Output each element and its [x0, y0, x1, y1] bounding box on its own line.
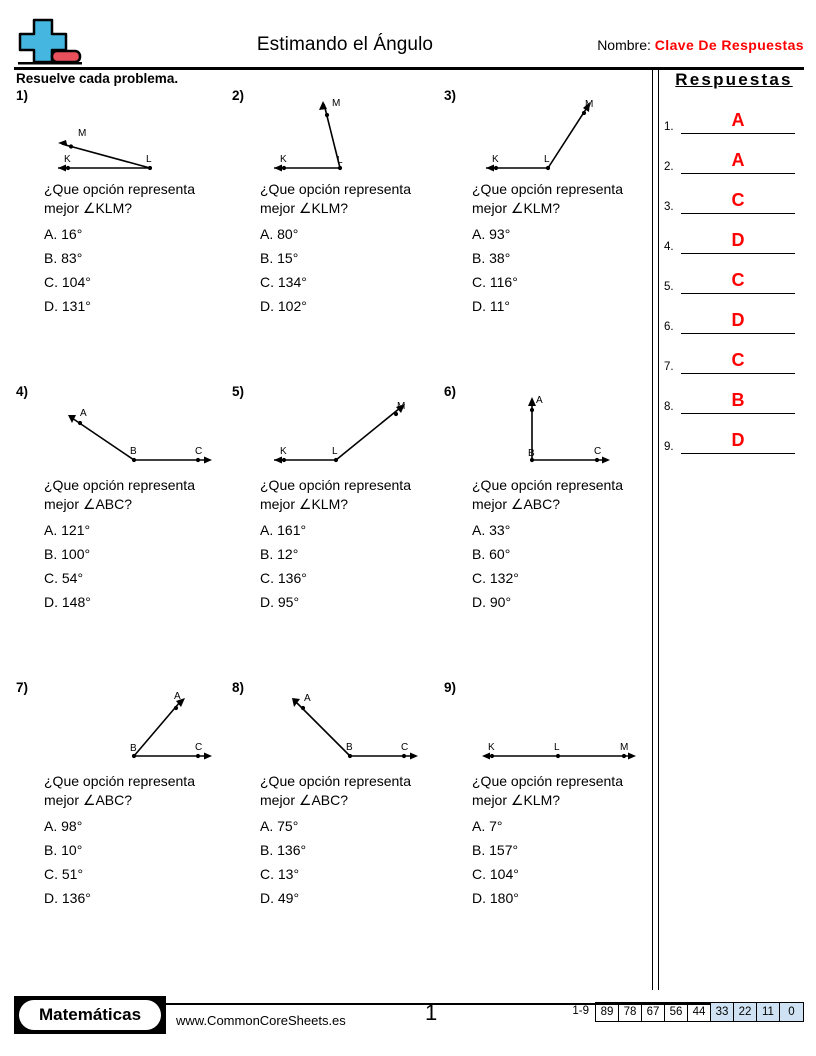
vertex-label: B: [528, 448, 535, 459]
choice-list: [472, 518, 652, 614]
angle-figure-4: [38, 392, 224, 476]
answer-key-title: Respuestas: [675, 70, 793, 89]
instructions-text: Resuelve cada problema.: [16, 71, 179, 86]
choice-list: [260, 814, 440, 910]
problem-number: 4): [16, 384, 29, 399]
ray1-label: C: [195, 742, 203, 753]
vertex-label: L: [332, 446, 338, 457]
choice-b[interactable]: B. 15°: [260, 250, 299, 266]
choice-b[interactable]: B. 60°: [472, 546, 511, 562]
question-text: ¿Que opción representa mejor ∠ABC?: [44, 773, 195, 808]
choice-b[interactable]: B. 38°: [472, 250, 511, 266]
page-title: Estimando el Ángulo: [256, 34, 434, 55]
page-number: 1: [425, 1000, 438, 1025]
choice-c[interactable]: C. 132°: [472, 570, 519, 586]
choice-a[interactable]: A. 121°: [44, 522, 91, 538]
ray2-label: M: [397, 401, 406, 412]
choice-list: [472, 814, 652, 910]
answer-value: A: [731, 110, 745, 130]
plus-minus-logo-icon: [14, 16, 86, 66]
answer-value: B: [731, 390, 745, 410]
choice-b[interactable]: B. 83°: [44, 250, 83, 266]
ray1-label: C: [401, 742, 409, 753]
ray2-label: M: [585, 99, 594, 110]
answer-row: [664, 294, 804, 334]
choice-b[interactable]: B. 136°: [260, 842, 307, 858]
answer-row: [664, 334, 804, 374]
problem-number: 8): [232, 680, 245, 695]
choice-d[interactable]: D. 49°: [260, 890, 300, 906]
choice-c[interactable]: C. 51°: [44, 866, 84, 882]
choice-c[interactable]: C. 116°: [472, 274, 518, 290]
answer-row: [664, 374, 804, 414]
choice-d[interactable]: D. 11°: [472, 298, 511, 314]
scale-cells: [595, 1002, 804, 1022]
brand-label: Matemáticas: [19, 1000, 161, 1030]
problem-number: 6): [444, 384, 457, 399]
choice-a[interactable]: A. 33°: [472, 522, 511, 538]
vertex-label: B: [130, 446, 137, 457]
choice-c[interactable]: C. 134°: [260, 274, 307, 290]
choice-a[interactable]: A. 7°: [472, 818, 503, 834]
choice-d[interactable]: D. 180°: [472, 890, 519, 906]
answer-row: [664, 134, 804, 174]
choice-b[interactable]: B. 10°: [44, 842, 83, 858]
answer-row: [664, 174, 804, 214]
answer-index: 7.: [664, 361, 674, 373]
ray1-label: K: [64, 154, 71, 165]
problem-number: 2): [232, 88, 245, 103]
choice-c[interactable]: C. 54°: [44, 570, 84, 586]
answer-index: 8.: [664, 401, 674, 413]
name-value: Clave De Respuestas: [654, 37, 804, 53]
score-scale: [572, 1002, 804, 1022]
choice-list: [472, 222, 652, 318]
question-text: ¿Que opción representa mejor ∠ABC?: [472, 477, 623, 512]
answer-index: 9.: [664, 441, 674, 453]
answer-value: C: [731, 270, 745, 290]
choice-d[interactable]: D. 131°: [44, 298, 91, 314]
answer-value: A: [731, 150, 745, 170]
choice-list: [260, 222, 440, 318]
angle-figure-3: [466, 96, 652, 180]
scale-cell: 22: [734, 1003, 757, 1021]
angle-figure-2: [254, 96, 440, 180]
angle-figure-7: [38, 688, 224, 772]
angle-figure-8: [254, 688, 440, 772]
vertex-label: L: [146, 154, 152, 165]
answer-index: 1.: [664, 121, 674, 133]
problem-number: 1): [16, 88, 29, 103]
choice-a[interactable]: A. 75°: [260, 818, 299, 834]
choice-c[interactable]: C. 136°: [260, 570, 307, 586]
choice-d[interactable]: D. 102°: [260, 298, 307, 314]
choice-c[interactable]: C. 13°: [260, 866, 300, 882]
question-text: ¿Que opción representa mejor ∠KLM?: [260, 477, 411, 512]
scale-cell: 33: [711, 1003, 734, 1021]
choice-d[interactable]: D. 90°: [472, 594, 512, 610]
answer-value: D: [731, 430, 745, 450]
scale-cell: 67: [642, 1003, 665, 1021]
choice-list: [44, 222, 224, 318]
website-url: www.CommonCoreSheets.es: [176, 1013, 346, 1028]
ray1-label: K: [280, 154, 287, 165]
answer-index: 4.: [664, 241, 674, 253]
angle-figure-1: [38, 96, 224, 180]
answer-row: [664, 94, 804, 134]
choice-b[interactable]: B. 12°: [260, 546, 299, 562]
problem-number: 7): [16, 680, 29, 695]
ray2-label: A: [174, 691, 181, 702]
scale-cell: 56: [665, 1003, 688, 1021]
answer-value: C: [731, 350, 745, 370]
scale-cell: 0: [780, 1003, 803, 1021]
ray2-label: M: [620, 742, 629, 753]
ray1-label: C: [195, 446, 203, 457]
angle-figure-9: [466, 688, 652, 772]
problem-number: 9): [444, 680, 457, 695]
choice-c[interactable]: C. 104°: [44, 274, 91, 290]
choice-c[interactable]: C. 104°: [472, 866, 519, 882]
answer-index: 6.: [664, 321, 674, 333]
question-text: ¿Que opción representa mejor ∠KLM?: [472, 181, 623, 216]
ray2-label: A: [304, 693, 311, 704]
answer-key-panel: [664, 70, 804, 454]
choice-b[interactable]: B. 100°: [44, 546, 91, 562]
vertex-label: L: [337, 155, 343, 166]
choice-a[interactable]: A. 16°: [44, 226, 83, 242]
choice-d[interactable]: D. 148°: [44, 594, 91, 610]
question-text: ¿Que opción representa mejor ∠ABC?: [260, 773, 411, 808]
ray1-label: K: [488, 742, 495, 753]
brand-badge: [14, 996, 166, 1034]
ray1-label: K: [492, 154, 499, 165]
problems-grid: [0, 88, 652, 968]
answer-row: [664, 414, 804, 454]
choice-a[interactable]: A. 98°: [44, 818, 83, 834]
choice-list: [260, 518, 440, 614]
name-label: Nombre:: [597, 37, 651, 53]
scale-cell: 11: [757, 1003, 780, 1021]
ray1-label: C: [594, 446, 602, 457]
choice-list: [44, 814, 224, 910]
vertex-label: L: [554, 742, 560, 753]
angle-figure-5: [254, 392, 440, 476]
vertex-label: B: [346, 742, 353, 753]
question-text: ¿Que opción representa mejor ∠KLM?: [260, 181, 411, 216]
question-text: ¿Que opción representa mejor ∠ABC?: [44, 477, 195, 512]
problem-number: 5): [232, 384, 245, 399]
ray2-label: M: [332, 98, 341, 109]
answer-index: 2.: [664, 161, 674, 173]
ray2-label: A: [536, 395, 543, 406]
problem-number: 3): [444, 88, 457, 103]
choice-list: [44, 518, 224, 614]
answer-value: D: [731, 310, 745, 330]
page-header: [0, 0, 816, 68]
answer-row: [664, 254, 804, 294]
choice-b[interactable]: B. 157°: [472, 842, 519, 858]
question-text: ¿Que opción representa mejor ∠KLM?: [472, 773, 623, 808]
scale-cell: 89: [596, 1003, 619, 1021]
answer-value: C: [731, 190, 745, 210]
ray1-label: K: [280, 446, 287, 457]
scale-cell: 78: [619, 1003, 642, 1021]
choice-a[interactable]: A. 93°: [472, 226, 511, 242]
choice-a[interactable]: A. 80°: [260, 226, 299, 242]
question-text: ¿Que opción representa mejor ∠KLM?: [44, 181, 195, 216]
choice-d[interactable]: D. 95°: [260, 594, 300, 610]
choice-d[interactable]: D. 136°: [44, 890, 91, 906]
answer-value: D: [731, 230, 745, 250]
answer-blank-line[interactable]: [681, 452, 795, 454]
angle-figure-6: [466, 392, 652, 476]
vertex-label: L: [544, 154, 550, 165]
ray2-label: M: [78, 128, 87, 139]
ray2-label: A: [80, 408, 87, 419]
choice-a[interactable]: A. 161°: [260, 522, 307, 538]
answer-index: 5.: [664, 281, 674, 293]
scale-cell: 44: [688, 1003, 711, 1021]
scale-range-label: 1-9: [572, 1005, 589, 1017]
answer-index: 3.: [664, 201, 674, 213]
vertex-label: B: [130, 743, 137, 754]
name-field: [597, 37, 804, 53]
answer-row: [664, 214, 804, 254]
